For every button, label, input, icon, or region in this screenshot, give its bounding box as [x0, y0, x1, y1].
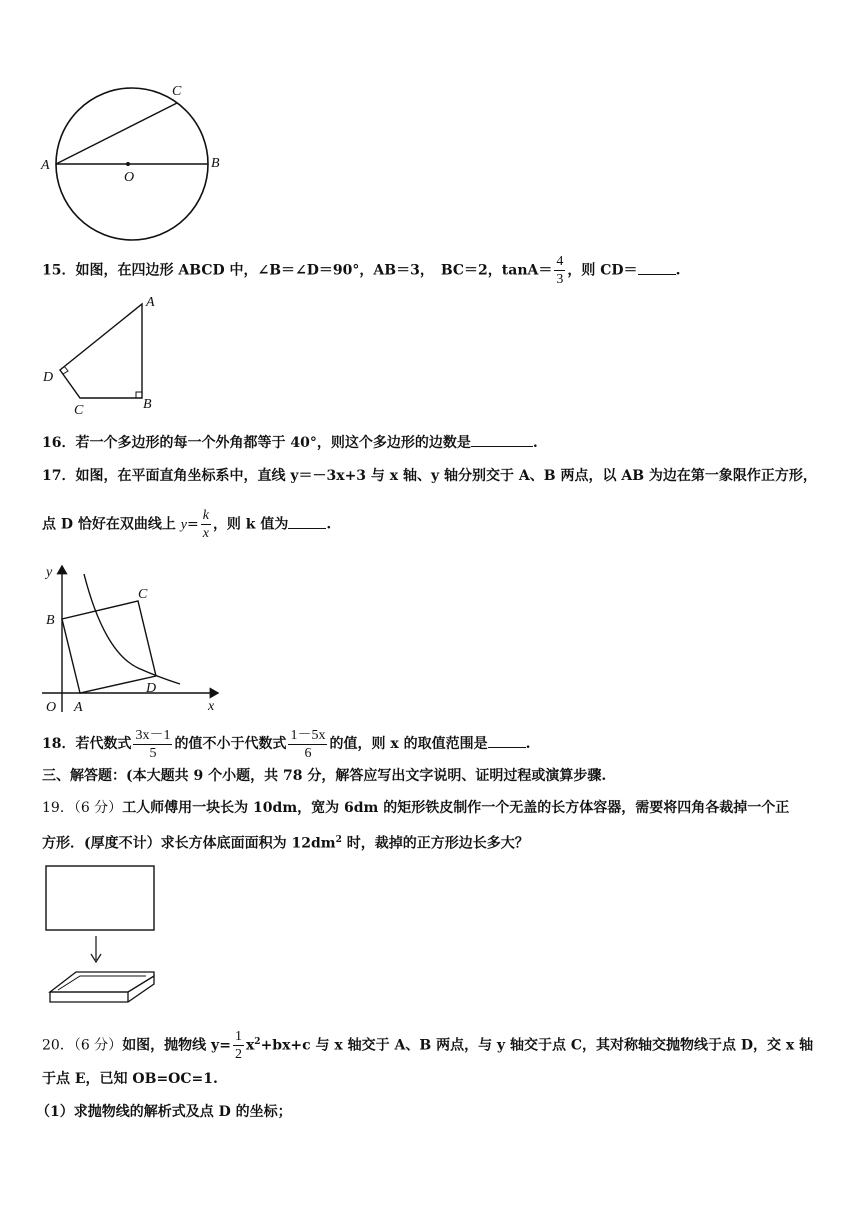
- label-o: O: [46, 700, 57, 715]
- label-a: A: [41, 158, 50, 173]
- question-19-line-2: [42, 830, 529, 854]
- box-top-rim: [50, 972, 154, 992]
- q17-eq-lhs: y: [180, 517, 187, 533]
- q15-number: 15．: [42, 262, 76, 279]
- q15-fraction: [554, 253, 565, 288]
- section-3-text: 三、解答题：(本大题共 9 个小题，共 78 分，解答应写出文字说明、证明过程或演算步骤.: [42, 768, 607, 784]
- label-b: B: [211, 156, 220, 171]
- q18-text-c: 的值，则 x 的取值范围是: [329, 736, 488, 752]
- q20-frac-num: 1: [234, 1029, 242, 1045]
- q17-end: .: [326, 516, 332, 533]
- label-c: C: [138, 587, 148, 602]
- question-16: [42, 433, 538, 453]
- square-abcd: [62, 601, 156, 693]
- label-b: B: [143, 397, 152, 412]
- q17-frac-num: k: [202, 508, 209, 523]
- label-a: A: [146, 295, 155, 310]
- q20-line-2: 于点 E，已知 OB=OC=1.: [42, 1071, 218, 1087]
- q20-part-1: （1）求抛物线的解析式及点 D 的坐标；: [36, 1104, 292, 1120]
- q17-fraction: [201, 507, 211, 542]
- label-d: D: [43, 370, 54, 385]
- q18-frac2-num: 1－5x: [290, 727, 326, 743]
- q15-text-b: ，则 CD＝: [567, 262, 638, 279]
- question-17-line-1: [42, 466, 817, 486]
- q15-frac-num: 4: [556, 254, 564, 269]
- right-angle-b: [136, 392, 142, 398]
- q18-text-b: 的值不小于代数式: [174, 736, 287, 752]
- q18-end: .: [525, 736, 531, 752]
- q16-text: 若一个多边形的每一个外角都等于 40°，则这个多边形的边数是: [75, 435, 471, 451]
- q19-line-2-a: 方形．(厚度不计）求长方体底面面积为 12dm: [42, 835, 336, 852]
- q20-text-b: x: [245, 1037, 255, 1054]
- label-c: C: [172, 84, 182, 99]
- q19-line-1: 工人师傅用一块长为 10dm，宽为 6dm 的矩形铁皮制作一个无盖的长方体容器，需要将四角各裁掉一个正: [122, 800, 790, 816]
- q16-end: .: [532, 435, 538, 451]
- q15-text-a: 如图，在四边形 ABCD 中，∠B＝∠D＝90°，AB＝3， BC＝2，tanA＝: [75, 262, 553, 279]
- q17-eq-sign: =: [186, 516, 199, 533]
- q17-line-2-b: ，则 k 值为: [212, 516, 289, 533]
- label-y: y: [46, 565, 53, 580]
- q18-number: 18．: [42, 736, 76, 752]
- question-18: [42, 725, 530, 763]
- center-point: [126, 162, 130, 166]
- label-d: D: [146, 681, 157, 696]
- q15-answer-blank: [638, 262, 676, 275]
- box-figure: [42, 864, 160, 1012]
- q17-line-1: 如图，在平面直角坐标系中，直线 y＝－3x+3 与 x 轴、y 轴分别交于 A、B 两点，以 AB 为边在第一象限作正方形，: [75, 468, 817, 484]
- box-inner-rim: [58, 976, 146, 990]
- q18-fraction-2: [288, 727, 327, 762]
- circle-figure: [36, 78, 226, 248]
- q17-frac-den: x: [202, 526, 209, 541]
- question-15: [42, 253, 680, 288]
- label-c: C: [74, 403, 84, 418]
- question-19-line-1: [42, 798, 789, 818]
- q18-text-a: 若代数式: [75, 736, 132, 752]
- q18-answer-blank: [488, 735, 526, 748]
- q18-frac1-num: 3x－1: [135, 727, 171, 743]
- question-20-part-1: [36, 1102, 292, 1122]
- q16-number: 16．: [42, 435, 76, 451]
- label-b: B: [46, 613, 55, 628]
- q19-sup: 2: [335, 835, 342, 845]
- iron-sheet-rectangle: [46, 866, 154, 930]
- q18-frac1-den: 5: [149, 745, 157, 761]
- q18-fraction-1: [133, 727, 172, 762]
- q17-line-2-a: 点 D 恰好在双曲线上: [42, 516, 176, 533]
- chord-ac: [56, 103, 177, 164]
- question-20-line-1: [42, 1023, 813, 1065]
- q19-points: （6 分）: [73, 800, 123, 816]
- label-x: x: [208, 699, 215, 714]
- q20-sup: 2: [254, 1037, 261, 1047]
- section-3-heading: [42, 766, 606, 786]
- q20-text-c: +bx+c 与 x 轴交于 A、B 两点，与 y 轴交于点 C，其对称轴交抛物线于点 D，交 x 轴: [260, 1037, 814, 1054]
- quadrilateral-figure: [38, 290, 168, 420]
- coordinate-figure: [38, 560, 228, 720]
- q20-text-a: 如图，抛物线 y=: [122, 1037, 231, 1054]
- q18-frac2-den: 6: [304, 745, 312, 761]
- q20-frac-den: 2: [234, 1047, 242, 1063]
- question-20-line-2: [42, 1069, 218, 1089]
- q17-answer-blank: [288, 516, 326, 529]
- label-o: O: [124, 170, 135, 185]
- q15-frac-den: 3: [556, 272, 564, 287]
- q15-end: .: [675, 262, 681, 279]
- label-a: A: [74, 700, 83, 715]
- q16-answer-blank: [471, 434, 533, 447]
- q20-fraction: [233, 1028, 244, 1063]
- quadrilateral: [60, 304, 142, 398]
- q20-number: 20．: [42, 1037, 74, 1054]
- hyperbola: [84, 574, 180, 684]
- q17-number: 17．: [42, 468, 76, 484]
- q20-points: （6 分）: [73, 1037, 123, 1054]
- question-17-line-2: [42, 507, 331, 542]
- q19-number: 19．: [42, 800, 74, 816]
- q19-line-2-b: 时，裁掉的正方形边长多大？: [341, 835, 529, 852]
